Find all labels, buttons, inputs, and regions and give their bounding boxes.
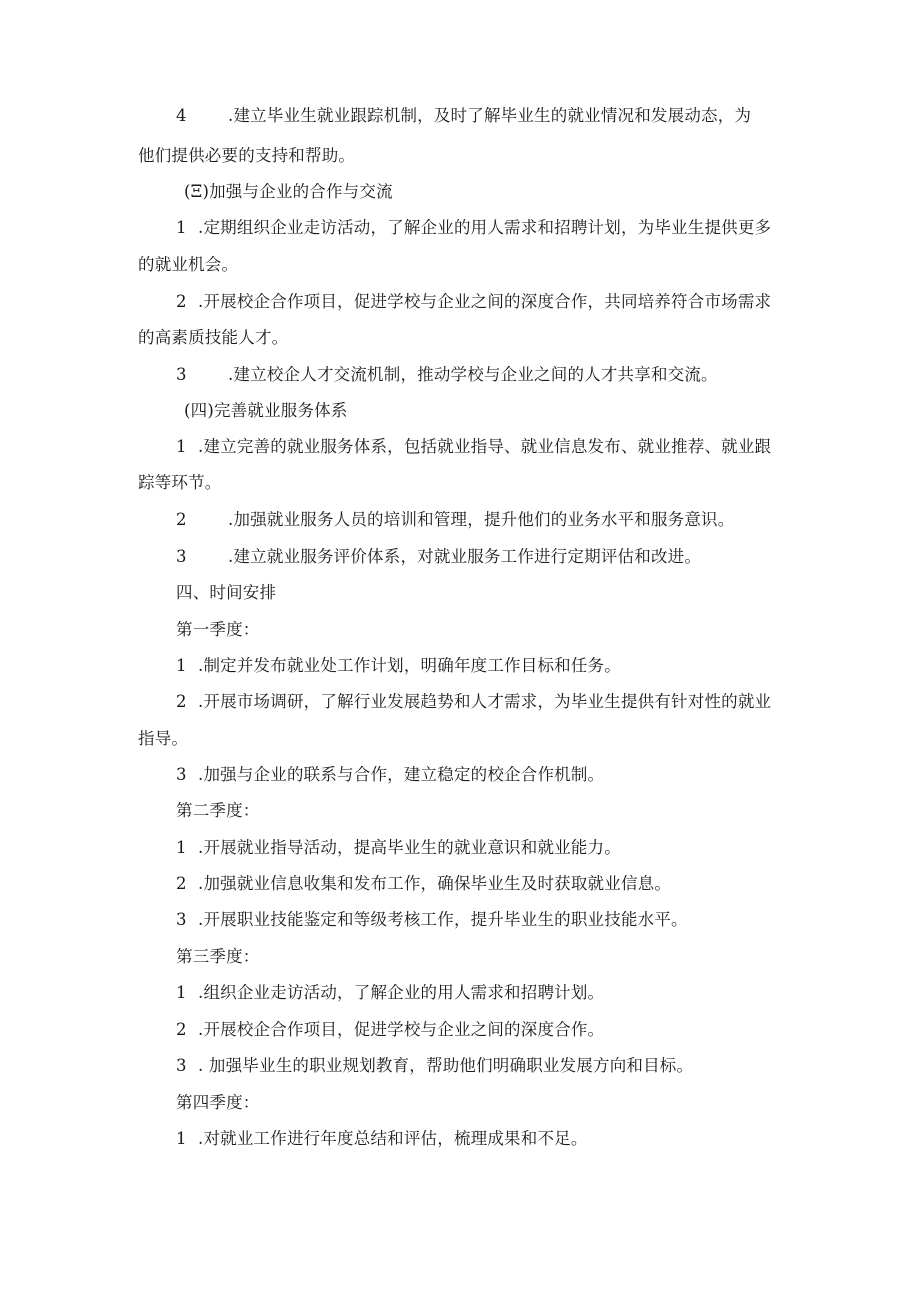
item-number: 1 bbox=[176, 437, 187, 456]
item-number: 1 bbox=[176, 656, 187, 675]
list-item bbox=[176, 1018, 604, 1042]
item-number: 4 bbox=[176, 106, 187, 125]
list-item bbox=[176, 435, 771, 459]
item-text: .加强与企业的联系与合作，建立稳定的校企合作机制。 bbox=[198, 765, 605, 784]
item-text: .加强就业服务人员的培训和管理，提升他们的业务水平和服务意识。 bbox=[228, 510, 735, 529]
section-heading: (Ξ)加强与企业的合作与交流 bbox=[184, 182, 393, 201]
paragraph-line: 踪等环节。 bbox=[138, 473, 222, 492]
paragraph-line: 的高素质技能人才。 bbox=[138, 328, 289, 347]
list-item bbox=[176, 1054, 693, 1078]
item-number: 2 bbox=[176, 874, 187, 893]
item-text: .建立校企人才交流机制，推动学校与企业之间的人才共享和交流。 bbox=[228, 365, 718, 384]
item-text: .对就业工作进行年度总结和评估，梳理成果和不足。 bbox=[198, 1129, 588, 1148]
list-item bbox=[176, 690, 771, 714]
subsection-heading: 第四季度： bbox=[176, 1093, 260, 1112]
item-number: 3 bbox=[176, 910, 187, 929]
list-item bbox=[176, 763, 604, 787]
list-item bbox=[176, 981, 604, 1005]
item-text: .开展职业技能鉴定和等级考核工作，提升毕业生的职业技能水平。 bbox=[198, 910, 688, 929]
item-number: 3 bbox=[176, 765, 187, 784]
item-number: 3 bbox=[176, 547, 187, 566]
item-text: .开展校企合作项目，促进学校与企业之间的深度合作，共同培养符合市场需求 bbox=[198, 292, 772, 311]
paragraph-line: 指导。 bbox=[138, 729, 189, 748]
item-number: 2 bbox=[176, 692, 187, 711]
list-item bbox=[176, 654, 621, 678]
list-item bbox=[176, 290, 771, 314]
list-item bbox=[176, 1127, 588, 1151]
section-heading: 四、时间安排 bbox=[176, 583, 277, 602]
item-text: . 加强毕业生的职业规划教育，帮助他们明确职业发展方向和目标。 bbox=[198, 1056, 694, 1075]
item-number: 1 bbox=[176, 983, 187, 1002]
item-number: 2 bbox=[176, 292, 187, 311]
item-number: 1 bbox=[176, 218, 187, 237]
list-item bbox=[176, 104, 751, 128]
item-text: .开展校企合作项目，促进学校与企业之间的深度合作。 bbox=[198, 1020, 605, 1039]
item-text: .组织企业走访活动，了解企业的用人需求和招聘计划。 bbox=[198, 983, 605, 1002]
item-number: 2 bbox=[176, 1020, 187, 1039]
item-number: 1 bbox=[176, 838, 187, 857]
list-item bbox=[176, 908, 688, 932]
list-item bbox=[176, 508, 734, 532]
item-text: .开展就业指导活动，提高毕业生的就业意识和就业能力。 bbox=[198, 838, 621, 857]
item-text: .加强就业信息收集和发布工作，确保毕业生及时获取就业信息。 bbox=[198, 874, 672, 893]
subsection-heading: 第一季度： bbox=[176, 620, 260, 639]
list-item bbox=[176, 216, 771, 240]
paragraph-line: 的就业机会。 bbox=[138, 255, 239, 274]
item-number: 3 bbox=[176, 365, 187, 384]
item-text: .建立毕业生就业跟踪机制，及时了解毕业生的就业情况和发展动态，为 bbox=[228, 106, 752, 125]
list-item bbox=[176, 545, 701, 569]
item-text: .建立就业服务评价体系，对就业服务工作进行定期评估和改进。 bbox=[228, 547, 702, 566]
item-text: .开展市场调研，了解行业发展趋势和人才需求，为毕业生提供有针对性的就业 bbox=[198, 692, 772, 711]
list-item bbox=[176, 363, 718, 387]
section-heading: (四)完善就业服务体系 bbox=[184, 401, 348, 420]
item-text: .定期组织企业走访活动，了解企业的用人需求和招聘计划，为毕业生提供更多 bbox=[198, 218, 772, 237]
subsection-heading: 第二季度： bbox=[176, 801, 260, 820]
list-item bbox=[176, 872, 671, 896]
item-number: 3 bbox=[176, 1056, 187, 1075]
list-item bbox=[176, 836, 621, 860]
item-number: 2 bbox=[176, 510, 187, 529]
subsection-heading: 第三季度： bbox=[176, 947, 260, 966]
item-number: 1 bbox=[176, 1129, 187, 1148]
item-text: .建立完善的就业服务体系，包括就业指导、就业信息发布、就业推荐、就业跟 bbox=[198, 437, 772, 456]
item-text: .制定并发布就业处工作计划，明确年度工作目标和任务。 bbox=[198, 656, 621, 675]
paragraph-line: 他们提供必要的支持和帮助。 bbox=[138, 146, 356, 165]
